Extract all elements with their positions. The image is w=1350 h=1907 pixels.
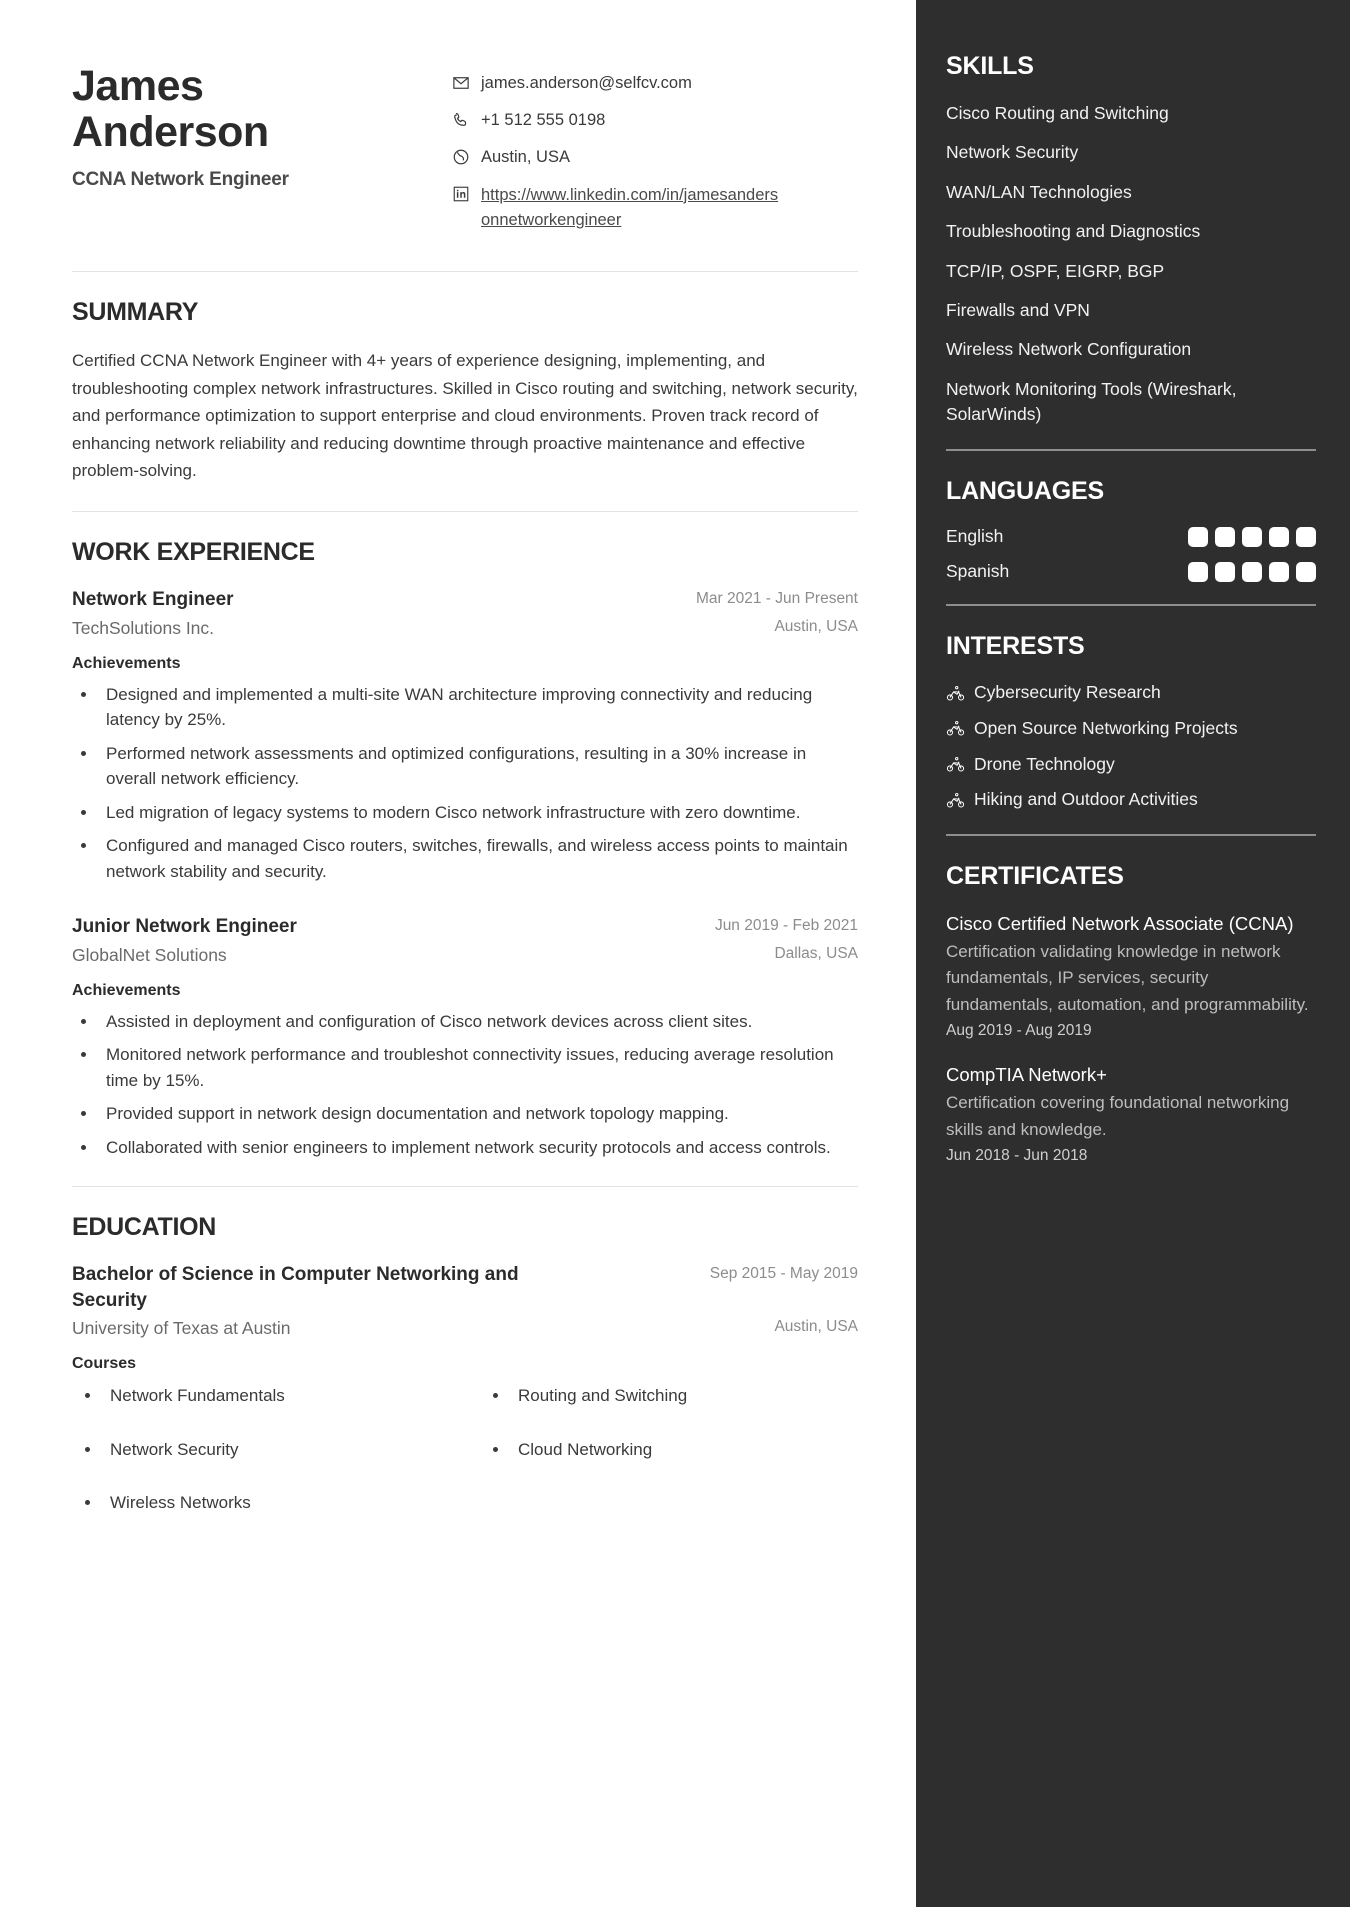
level-square <box>1269 562 1289 582</box>
experience-entry-sub <box>72 945 858 966</box>
interest-label: Drone Technology <box>974 753 1115 774</box>
course-item: • Wireless Networks <box>102 1490 450 1516</box>
certificate-date: Jun 2018 - Jun 2018 <box>946 1147 1088 1165</box>
education-entry-top <box>72 1262 858 1313</box>
skill-item: WAN/LAN Technologies <box>946 181 1132 202</box>
courses-label: Courses <box>72 1355 137 1373</box>
experience-date: Mar 2021 - Jun Present <box>696 589 858 607</box>
contact-list <box>452 52 858 245</box>
certificate-date: Aug 2019 - Aug 2019 <box>946 1022 1092 1040</box>
language-name: Spanish <box>946 561 1010 582</box>
experience-organization: TechSolutions Inc. <box>72 617 215 638</box>
globe-icon <box>452 148 470 166</box>
interest-label: Open Source Networking Projects <box>974 718 1238 738</box>
sidebar-divider <box>946 834 1316 836</box>
level-square <box>1215 562 1235 582</box>
certificate-name: CompTIA Network+ <box>946 1064 1107 1086</box>
skill-item: Cisco Routing and Switching <box>946 103 1169 123</box>
level-square <box>1188 527 1208 547</box>
interest-item <box>946 681 1316 705</box>
mail-icon <box>452 74 470 92</box>
sidebar-divider <box>946 604 1316 606</box>
certificate-name: Cisco Certified Network Associate (CCNA) <box>946 912 1294 934</box>
experience-entry-top <box>72 914 858 940</box>
work-experience-title: WORK EXPERIENCE <box>72 537 315 566</box>
interests-section <box>946 632 1316 812</box>
work-experience-section <box>72 512 858 1160</box>
certificate-item <box>946 911 1316 1040</box>
level-square <box>1242 527 1262 547</box>
bicycle-icon <box>946 719 965 738</box>
interest-item <box>946 753 1316 777</box>
certificate-description: Certification covering foundational networking skills and knowledge. <box>946 1093 1290 1139</box>
level-square <box>1215 527 1235 547</box>
courses-column-left <box>72 1383 450 1544</box>
experience-bullet: • Provided support in network design documentation and network topology mapping. <box>98 1101 858 1127</box>
interest-item <box>946 717 1316 741</box>
name-block <box>72 52 432 191</box>
experience-bullet: • Assisted in deployment and configuration of Cisco network devices across client sites. <box>98 1009 858 1035</box>
sidebar <box>916 0 1350 1907</box>
bicycle-icon <box>946 791 965 810</box>
achievements-label: Achievements <box>72 981 181 999</box>
skill-item: Network Monitoring Tools (Wireshark, SolarWinds) <box>946 378 1237 424</box>
experience-bullet: • Collaborated with senior engineers to implement network security protocols and access controls. <box>98 1135 858 1161</box>
education-school: University of Texas at Austin <box>72 1318 291 1339</box>
skill-item: Firewalls and VPN <box>946 299 1090 320</box>
course-item: • Cloud Networking <box>510 1437 858 1463</box>
experience-location: Austin, USA <box>774 617 858 635</box>
contact-email <box>452 72 858 96</box>
experience-bullets <box>98 1009 858 1161</box>
experience-location: Dallas, USA <box>774 944 858 962</box>
achievements-label: Achievements <box>72 654 181 672</box>
experience-entry-sub <box>72 618 858 639</box>
language-level-spanish <box>1188 562 1316 582</box>
certificates-section <box>946 862 1316 1165</box>
certificate-description: Certification validating knowledge in network fundamentals, IP services, security fundamentals, automation, and programmability. <box>946 942 1309 1014</box>
education-degree: Bachelor of Science in Computer Networking and Security <box>72 1264 519 1311</box>
bicycle-icon <box>946 684 965 703</box>
languages-section <box>946 477 1316 582</box>
contact-linkedin-link[interactable]: https://www.linkedin.com/in/jamesandersonnetworkengineer <box>481 185 779 229</box>
full-name <box>72 64 432 155</box>
interest-label: Hiking and Outdoor Activities <box>974 789 1198 810</box>
summary-text: Certified CCNA Network Engineer with 4+ years of experience designing, implementing, and troubleshooting complex network infrastructures. Skilled in Cisco routing and switching, network security, and performance optimization to support enterprise and cloud environments. Proven track record of enhancing network reliability and reducing downtime through proactive maintenance and effective problem-solving. <box>72 351 858 481</box>
interest-label: Cybersecurity Research <box>974 682 1161 703</box>
skills-section <box>946 52 1316 427</box>
level-square <box>1296 527 1316 547</box>
interests-title: INTERESTS <box>946 632 1085 661</box>
courses-column-right <box>480 1383 858 1544</box>
education-entry-sub <box>72 1318 858 1339</box>
education-section <box>72 1187 858 1544</box>
job-title: CCNA Network Engineer <box>72 169 289 191</box>
contact-location-text: Austin, USA <box>481 147 570 166</box>
experience-organization: GlobalNet Solutions <box>72 944 227 965</box>
experience-bullet: • Performed network assessments and optimized configurations, resulting in a 30% increase in overall network efficiency. <box>98 741 858 792</box>
experience-entry <box>72 587 858 884</box>
education-entry <box>72 1262 858 1544</box>
bicycle-icon <box>946 755 965 774</box>
skill-item: Network Security <box>946 142 1079 163</box>
experience-bullet: • Configured and managed Cisco routers, switches, firewalls, and wireless access points to maintain network stability and security. <box>98 833 858 884</box>
course-item: • Routing and Switching <box>510 1383 858 1409</box>
contact-phone <box>452 109 858 133</box>
experience-bullets <box>98 682 858 885</box>
language-name: English <box>946 526 1004 547</box>
certificates-title: CERTIFICATES <box>946 861 1124 890</box>
certificate-item <box>946 1062 1316 1165</box>
summary-section <box>72 272 858 485</box>
level-square <box>1188 562 1208 582</box>
skill-item: TCP/IP, OSPF, EIGRP, BGP <box>946 260 1165 281</box>
language-row <box>946 561 1316 582</box>
interest-item <box>946 788 1316 812</box>
experience-entry <box>72 914 858 1160</box>
entry-spacer <box>72 892 858 914</box>
language-level-english <box>1188 527 1316 547</box>
education-title: EDUCATION <box>72 1213 217 1242</box>
experience-date: Jun 2019 - Feb 2021 <box>714 917 858 935</box>
courses-grid <box>72 1383 858 1544</box>
skill-item: Wireless Network Configuration <box>946 339 1192 360</box>
experience-role: Junior Network Engineer <box>72 916 297 938</box>
level-square <box>1269 527 1289 547</box>
summary-title: SUMMARY <box>72 298 199 327</box>
experience-role: Network Engineer <box>72 588 234 610</box>
phone-icon <box>452 111 470 129</box>
first-name: James <box>72 62 204 110</box>
languages-title: LANGUAGES <box>946 477 1104 506</box>
last-name: Anderson <box>72 107 269 156</box>
sidebar-divider <box>946 449 1316 451</box>
level-square <box>1296 562 1316 582</box>
experience-bullet: • Led migration of legacy systems to modern Cisco network infrastructure with zero downtime. <box>98 800 858 826</box>
contact-location <box>452 146 858 170</box>
contact-linkedin[interactable] <box>452 183 858 233</box>
resume-header <box>72 52 858 245</box>
linkedin-icon <box>452 185 470 203</box>
education-location: Austin, USA <box>774 1318 858 1336</box>
course-item: • Network Security <box>102 1437 450 1463</box>
experience-bullet: • Monitored network performance and troubleshot connectivity issues, reducing average resolution time by 15%. <box>98 1042 858 1093</box>
contact-email-text: james.anderson@selfcv.com <box>481 74 692 92</box>
course-item: • Network Fundamentals <box>102 1383 450 1409</box>
language-row <box>946 526 1316 547</box>
skill-item: Troubleshooting and Diagnostics <box>946 221 1201 242</box>
education-date: Sep 2015 - May 2019 <box>709 1265 858 1283</box>
contact-phone-text: +1 512 555 0198 <box>481 110 606 129</box>
level-square <box>1242 562 1262 582</box>
experience-bullet: • Designed and implemented a multi-site WAN architecture improving connectivity and reducing latency by 25%. <box>98 682 858 733</box>
experience-entry-top <box>72 587 858 613</box>
skills-title: SKILLS <box>946 52 1034 80</box>
